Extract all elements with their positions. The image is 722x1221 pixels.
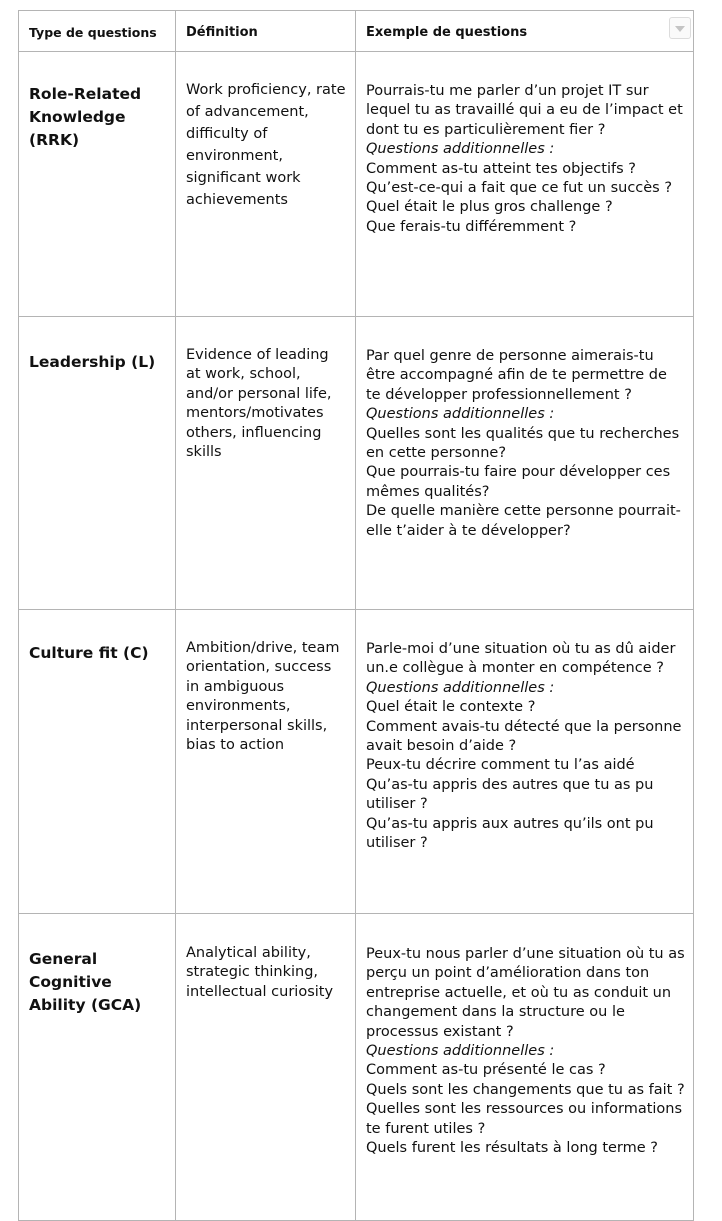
additional-question: Qu’as-tu appris aux autres qu’ils ont pu utiliser ?	[366, 815, 654, 852]
questions-table	[18, 10, 694, 1221]
header-examples-label: Exemple de questions	[366, 24, 528, 40]
header-definition: Définition	[176, 11, 356, 52]
intro-question: Parle-moi d’une situation où tu as dû aider un.e collègue à monter en compétence ?	[366, 641, 676, 677]
definition: Ambition/drive, team orientation, success in ambiguous environments, interpersonal skills, bias to action	[176, 610, 356, 914]
question-type: General Cognitive Ability (GCA)	[19, 914, 176, 1221]
header-type: Type de questions	[19, 11, 176, 52]
intro-question: Pourrais-tu me parler d’un projet IT sur lequel tu as travaillé qui a eu de l’impact et dont tu es particulièrement fier ?	[366, 83, 683, 138]
additional-question: Que pourrais-tu faire pour développer ces mêmes qualités?	[366, 464, 671, 500]
additional-question: Que ferais-tu différemment ?	[366, 218, 577, 235]
additional-question: Quels sont les changements que tu as fait ?	[366, 1081, 685, 1098]
header-examples	[356, 11, 694, 52]
question-type: Leadership (L)	[19, 317, 176, 610]
additional-question: Comment as-tu présenté le cas ?	[366, 1062, 606, 1079]
intro-question: Peux-tu nous parler d’une situation où tu as perçu un point d’amélioration dans ton entreprise actuelle, et où tu as conduit un changement dans la structure ou le processus existant ?	[366, 946, 685, 1040]
additional-question: De quelle manière cette personne pourrait-elle t’aider à te développer?	[366, 503, 681, 539]
additional-question: Comment as-tu atteint tes objectifs ?	[366, 160, 636, 177]
table-row	[19, 610, 694, 914]
additional-question: Comment avais-tu détecté que la personne avait besoin d’aide ?	[366, 718, 682, 755]
definition: Work proficiency, rate of advancement, difficulty of environment, significant work achievements	[176, 52, 356, 317]
additional-question: Quelles sont les qualités que tu recherches en cette personne?	[366, 425, 680, 462]
example-questions	[356, 914, 694, 1221]
example-questions	[356, 52, 694, 317]
example-questions	[356, 317, 694, 610]
additional-question: Peux-tu décrire comment tu l’as aidé	[366, 757, 635, 774]
additional-question: Qu’as-tu appris des autres que tu as pu utiliser ?	[366, 776, 654, 813]
additional-question: Quelles sont les ressources ou informations te furent utiles ?	[366, 1101, 683, 1137]
intro-question: Par quel genre de personne aimerais-tu être accompagné afin de te permettre de te développer professionnellement ?	[366, 348, 667, 403]
additional-label: Questions additionnelles :	[366, 406, 555, 423]
additional-question: Quels furent les résultats à long terme ?	[366, 1140, 658, 1157]
additional-question: Quel était le plus gros challenge ?	[366, 199, 613, 216]
table-row	[19, 52, 694, 317]
additional-label: Questions additionnelles :	[366, 679, 555, 696]
question-type: Role-Related Knowledge (RRK)	[19, 52, 176, 317]
table-row	[19, 317, 694, 610]
additional-label: Questions additionnelles :	[366, 141, 555, 158]
additional-label: Questions additionnelles :	[366, 1043, 555, 1060]
additional-question: Qu’est-ce-qui a fait que ce fut un succès ?	[366, 180, 673, 197]
question-type: Culture fit (C)	[19, 610, 176, 914]
definition: Analytical ability, strategic thinking, intellectual curiosity	[176, 914, 356, 1221]
column-dropdown-icon[interactable]	[669, 17, 691, 39]
additional-question: Quel était le contexte ?	[366, 699, 536, 716]
definition: Evidence of leading at work, school, and/or personal life, mentors/motivates others, influencing skills	[176, 317, 356, 610]
table-header-row	[19, 11, 694, 52]
table-row	[19, 914, 694, 1221]
example-questions	[356, 610, 694, 914]
